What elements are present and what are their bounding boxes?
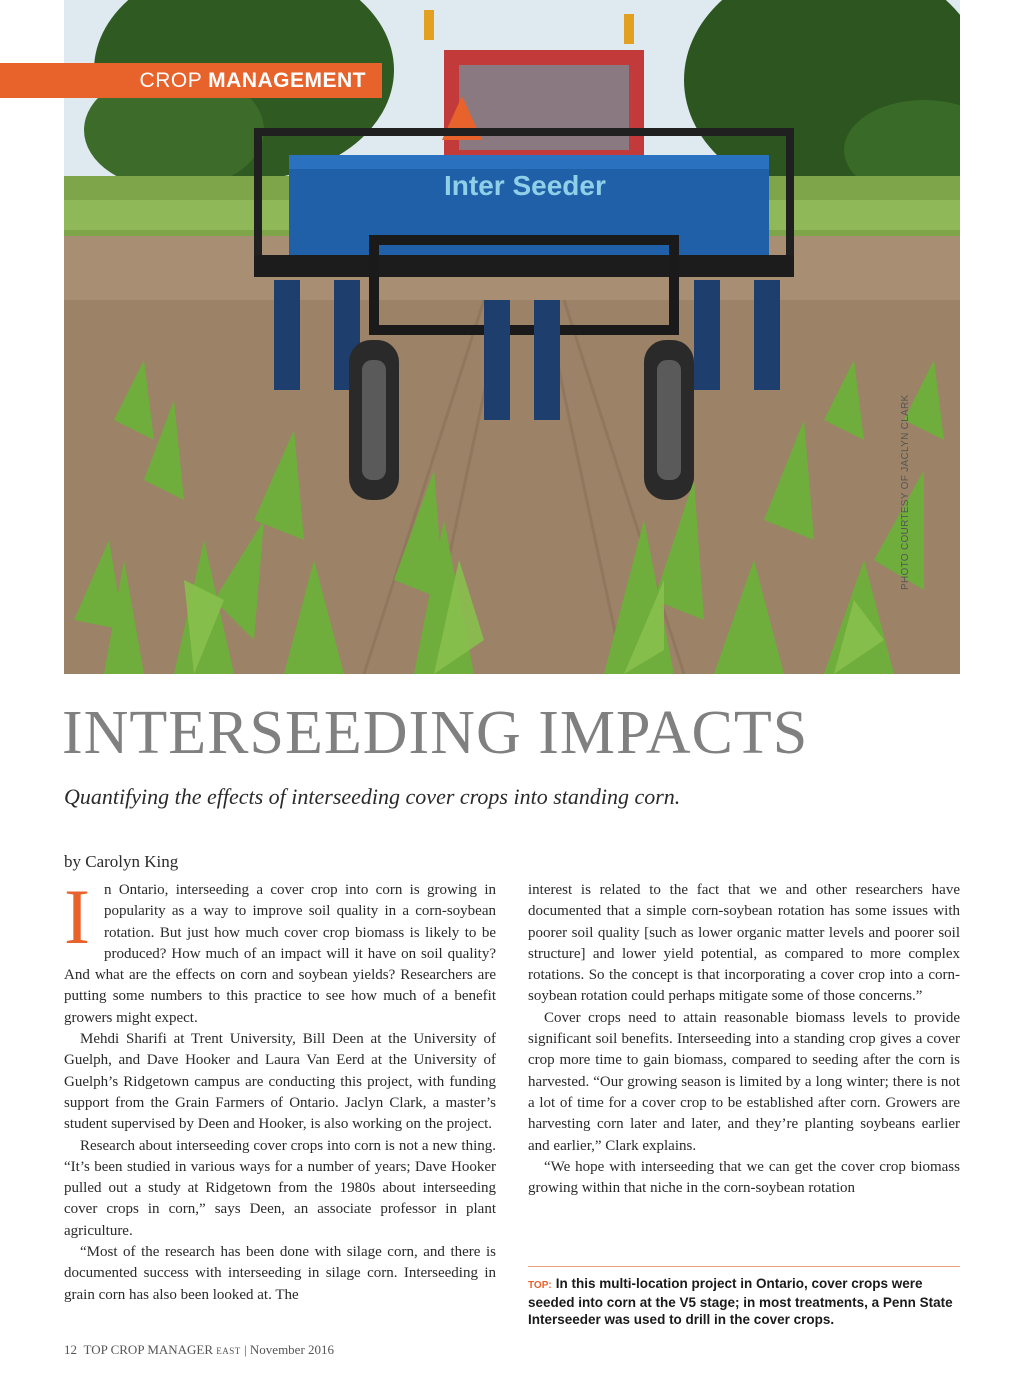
byline: by Carolyn King [64,852,179,871]
body-paragraph: Cover crops need to attain reasonable biomass levels to provide significant soil benefits. Interseeding into a standing crop gives a cover crop more time to gain biomass, compared to seeding after the corn is harvested. “Our growing season is limited by a long winter; there is not a lot of time for a cover crop to be established after corn. Growers are harvesting corn later and later, and they’re planting soybeans earlier and earlier,” Clark explains. [528,1009,960,1154]
page-number: 12 [64,1342,77,1357]
body-paragraph: interest is related to the fact that we and other researchers have documented that a simple corn-soybean rotation has some issues with poorer soil quality [such as lower organic matter levels and poorer soil structure] and lower yield potential, as compared to more complex rotations. So the concept is that incorporating a cover crop into a corn-soybean rotation could perhaps mitigate some of those concerns.” [528,882,960,1005]
caption-divider [528,1266,960,1267]
body-column-left [64,873,496,1306]
footer-separator: | [244,1342,247,1357]
body-paragraph: Mehdi Sharifi at Trent University, Bill Deen at the University of Guelph, and Dave Hooker and Laura Van Eerd at the University of Guelph’s Ridgetown campus are conducting this project, with funding support from the Grain Farmers of Ontario. Jaclyn Clark, a master’s student supervised by Deen and Hooker, is also working on the project. [64,1031,496,1133]
issue-date: November 2016 [249,1342,335,1357]
drop-cap: I [64,873,90,960]
page-footer [64,1342,334,1358]
caption-text: In this multi-location project in Ontario, cover crops were seeded into corn at the V5 stage; in most treatments, a Penn State Interseeder was used to drill in the cover crops. [528,1276,953,1327]
magazine-name: TOP CROP MANAGER [83,1342,214,1357]
deck: Quantifying the effects of interseeding cover crops into standing corn. [64,784,681,809]
section-label-light: CROP [139,69,209,92]
section-label [0,63,382,98]
body-paragraph: Research about interseeding cover crops into corn is not a new thing. “It’s been studied in various ways for a number of years; Dave Hooker pulled out a study at Ridgetown from the 1980s about interseeding cover crops in corn,” says Deen, an associate professor in plant agriculture. [64,1137,496,1239]
headline: INTERSEEDING IMPACTS [62,699,809,767]
photo-caption [528,1275,960,1328]
photo-credit: PHOTO COURTESY OF JACLYN CLARK [900,394,911,590]
machine-brand-text: Inter Seeder [444,170,606,201]
body-paragraph: In Ontario, interseeding a cover crop into corn is growing in popularity as a way to improve soil quality in a corn-soybean rotation. But just how much cover crop biomass is likely to be produced? How much of an impact will it have on soil quality? And what are the effects on corn and soybean yields? Researchers are putting some numbers to this practice to see how much of a benefit growers might expect. [64,873,496,1026]
hero-photo [64,0,960,674]
body-paragraph: “We hope with interseeding that we can get the cover crop biomass growing within that niche in the corn-soybean rotation [528,1158,960,1197]
body-column-right [528,880,960,1199]
body-paragraph: “Most of the research has been done with silage corn, and there is documented success with interseeding in silage corn. Interseeding in grain corn has also been looked at. The [64,1244,496,1303]
section-label-bold: MANAGEMENT [208,69,366,92]
caption-lead: TOP: [528,1280,552,1291]
interseeder-tractor-image [64,0,960,674]
magazine-edition: EAST [216,1346,241,1356]
